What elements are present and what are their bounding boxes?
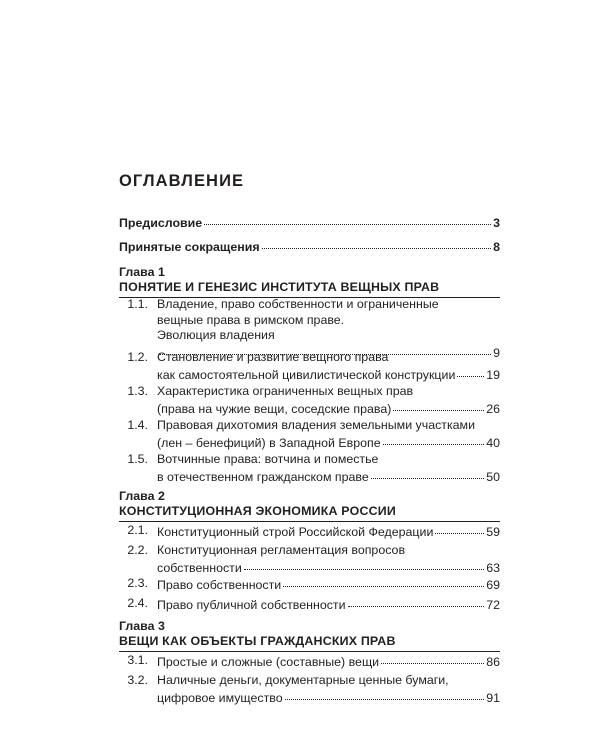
entry-page: 63 [486, 560, 500, 575]
toc-entry-preface[interactable] [119, 214, 500, 231]
section-number: 1.4. [127, 418, 148, 432]
dot-leader [348, 594, 485, 607]
entry-line: вещные права в римском праве. [157, 312, 345, 327]
section-number: 2.2. [127, 543, 148, 557]
toc-entry-2-4[interactable] [119, 596, 500, 614]
entry-page: 72 [486, 598, 500, 612]
toc-entry-abbreviations[interactable] [119, 238, 500, 255]
entry-line: Право публичной собственности [157, 598, 346, 612]
toc-heading: ОГЛАВЛЕНИЕ [119, 172, 245, 190]
entry-line: Эволюция владения [157, 328, 275, 342]
section-number: 1.1. [127, 297, 148, 311]
entry-title: Предисловие [119, 216, 203, 230]
entry-page: 3 [493, 216, 500, 230]
section-number: 1.3. [127, 384, 148, 398]
entry-line: Вотчинные права: вотчина и поместье [157, 452, 379, 466]
entry-line: Становление и развитие вещного права [157, 350, 389, 364]
entry-line: в отечественном гражданском праве [157, 469, 369, 484]
toc-entry-3-1[interactable] [119, 653, 500, 671]
entry-title: Принятые сокращения [119, 240, 260, 254]
dot-leader [285, 687, 485, 700]
section-number: 1.5. [127, 452, 148, 466]
entry-page: 91 [486, 690, 500, 705]
section-number: 3.2. [127, 673, 148, 687]
chapter-label: Глава 1 [119, 265, 165, 279]
entry-page: 26 [486, 401, 500, 416]
dot-leader [435, 521, 484, 534]
dot-leader [383, 432, 485, 445]
entry-line: Характеристика ограниченных вещных прав [157, 384, 414, 398]
toc-entry-2-3[interactable] [119, 576, 500, 594]
toc-entry-3-2[interactable] [119, 673, 500, 706]
entry-line: Право собственности [157, 578, 282, 592]
entry-line: Наличные деньги, документарные ценные бумаги, [157, 673, 449, 687]
entry-page: 40 [486, 435, 500, 450]
dot-leader [244, 557, 484, 570]
entry-page: 50 [486, 469, 500, 484]
dot-leader [204, 212, 491, 225]
toc-entry-1-4[interactable] [119, 418, 500, 451]
toc-entry-2-2[interactable] [119, 543, 500, 576]
dot-leader [381, 651, 484, 664]
entry-line: (лен – бенефиций) в Западной Европе [157, 435, 381, 450]
toc-entry-2-1[interactable] [119, 523, 500, 541]
entry-line: Конституционный строй Российской Федерации [157, 525, 434, 539]
entry-line: Владение, право собственности и ограниченные [157, 297, 439, 311]
section-number: 2.4. [127, 596, 148, 610]
section-number: 2.1. [127, 523, 148, 537]
entry-page: 19 [486, 367, 500, 382]
chapter-title: ПОНЯТИЕ И ГЕНЕЗИС ИНСТИТУТА ВЕЩНЫХ ПРАВ [119, 280, 500, 298]
chapter-label: Глава 3 [119, 619, 165, 633]
entry-line: как самостоятельной цивилистической конструкции [157, 367, 456, 382]
dot-leader [457, 364, 484, 377]
chapter-title: КОНСТИТУЦИОННАЯ ЭКОНОМИКА РОССИИ [119, 504, 500, 522]
section-number: 3.1. [127, 653, 148, 667]
toc-entry-1-3[interactable] [119, 384, 500, 417]
entry-page: 9 [493, 345, 500, 360]
entry-line: цифровое имущество [157, 690, 283, 705]
entry-line: Правовая дихотомия владения земельными участками [157, 418, 475, 432]
entry-page: 8 [493, 240, 500, 254]
entry-page: 86 [486, 655, 500, 669]
chapter-1-header [119, 265, 500, 298]
entry-line: собственности [157, 560, 242, 575]
section-number: 2.3. [127, 576, 148, 590]
section-number: 1.2. [127, 350, 148, 364]
entry-line: Конституционная регламентация вопросов [157, 543, 406, 557]
chapter-title: ВЕЩИ КАК ОБЪЕКТЫ ГРАЖДАНСКИХ ПРАВ [119, 634, 500, 652]
toc-entry-1-5[interactable] [119, 452, 500, 485]
chapter-2-header [119, 489, 500, 522]
toc-entry-1-2[interactable] [119, 350, 500, 383]
chapter-label: Глава 2 [119, 489, 165, 503]
entry-page: 59 [486, 525, 500, 539]
dot-leader [371, 466, 484, 479]
chapter-3-header [119, 619, 500, 652]
entry-page: 69 [486, 578, 500, 592]
entry-line: Простые и сложные (составные) вещи [157, 655, 380, 669]
entry-line: (права на чужие вещи, соседские права) [157, 401, 392, 416]
dot-leader [262, 236, 492, 249]
dot-leader [393, 398, 484, 411]
dot-leader [283, 574, 484, 587]
